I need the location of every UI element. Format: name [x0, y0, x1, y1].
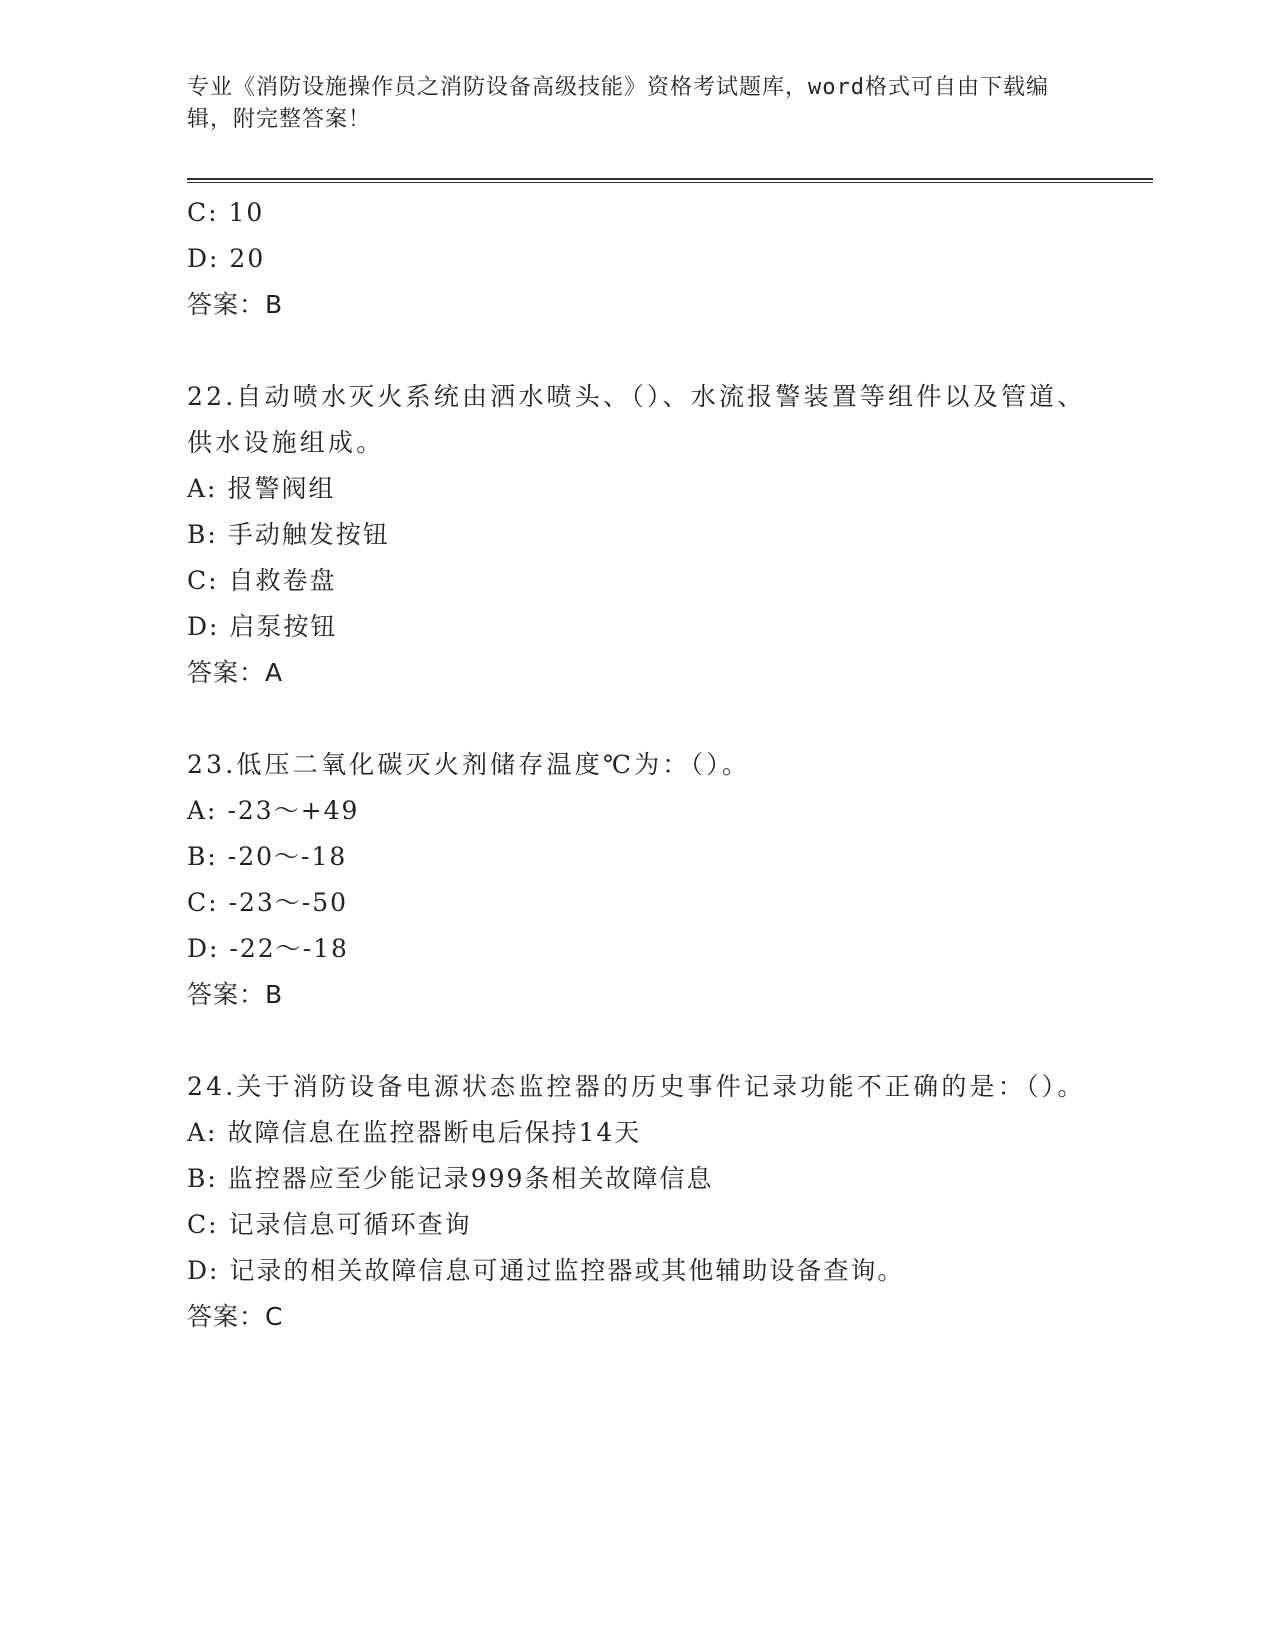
option-label: D: [187, 244, 220, 273]
option-text: -23～+49 [227, 796, 360, 825]
answer-line: 答案：A [187, 658, 284, 687]
option-text: 报警阀组 [227, 474, 336, 503]
page-header: 专业《消防设施操作员之消防设备高级技能》资格考试题库，word格式可自由下载编辑，附完整答案！ [187, 75, 1049, 132]
answer-line: 答案：B [187, 980, 284, 1009]
option-text: -23～-50 [228, 888, 349, 917]
option-label: A: [187, 796, 218, 825]
option-b [187, 834, 1087, 880]
option-b [187, 1156, 1087, 1202]
option-d [187, 236, 1087, 282]
option-text: 记录信息可循环查询 [228, 1210, 472, 1239]
question-text: 24.关于消防设备电源状态监控器的历史事件记录功能不正确的是：（）。 [187, 1072, 1086, 1101]
option-c [187, 190, 1087, 236]
option-label: A: [187, 474, 218, 503]
option-d [187, 1248, 1087, 1294]
option-a [187, 1110, 1087, 1156]
question-23 [187, 742, 1087, 1018]
option-text: 记录的相关故障信息可通过监控器或其他辅助设备查询。 [229, 1256, 905, 1285]
question-22 [187, 374, 1087, 696]
question-24 [187, 1064, 1087, 1340]
answer-line: 答案：C [187, 1302, 284, 1331]
option-b [187, 512, 1087, 558]
option-text: 自救卷盘 [228, 566, 337, 595]
option-label: D: [187, 934, 220, 963]
option-c [187, 880, 1087, 926]
question-text: 22.自动喷水灭火系统由洒水喷头、（）、水流报警装置等组件以及管道、供水设施组成。 [187, 382, 1086, 457]
option-label: D: [187, 612, 220, 641]
option-label: D: [187, 1256, 220, 1285]
option-label: C: [187, 1210, 219, 1239]
option-text: 故障信息在监控器断电后保持14天 [227, 1118, 642, 1147]
option-label: B: [187, 520, 218, 549]
option-a [187, 788, 1087, 834]
option-label: A: [187, 1118, 218, 1147]
option-text: 20 [229, 244, 266, 273]
document-body [187, 190, 1087, 1340]
question-text: 23.低压二氧化碳灭火剂储存温度℃为：（）。 [187, 750, 751, 779]
option-label: C: [187, 566, 219, 595]
option-d [187, 604, 1087, 650]
option-text: -22～-18 [229, 934, 349, 963]
option-text: 启泵按钮 [229, 612, 338, 641]
option-c [187, 558, 1087, 604]
option-c [187, 1202, 1087, 1248]
option-text: -20～-18 [227, 842, 348, 871]
option-d [187, 926, 1087, 972]
header-divider [187, 178, 1153, 183]
option-label: C: [187, 888, 219, 917]
option-a [187, 466, 1087, 512]
option-text: 10 [228, 198, 265, 227]
question-21-tail [187, 190, 1087, 328]
option-label: B: [187, 1164, 218, 1193]
option-label: B: [187, 842, 218, 871]
option-text: 手动触发按钮 [227, 520, 390, 549]
option-text: 监控器应至少能记录999条相关故障信息 [227, 1164, 714, 1193]
answer-line: 答案：B [187, 290, 284, 319]
option-label: C: [187, 198, 219, 227]
